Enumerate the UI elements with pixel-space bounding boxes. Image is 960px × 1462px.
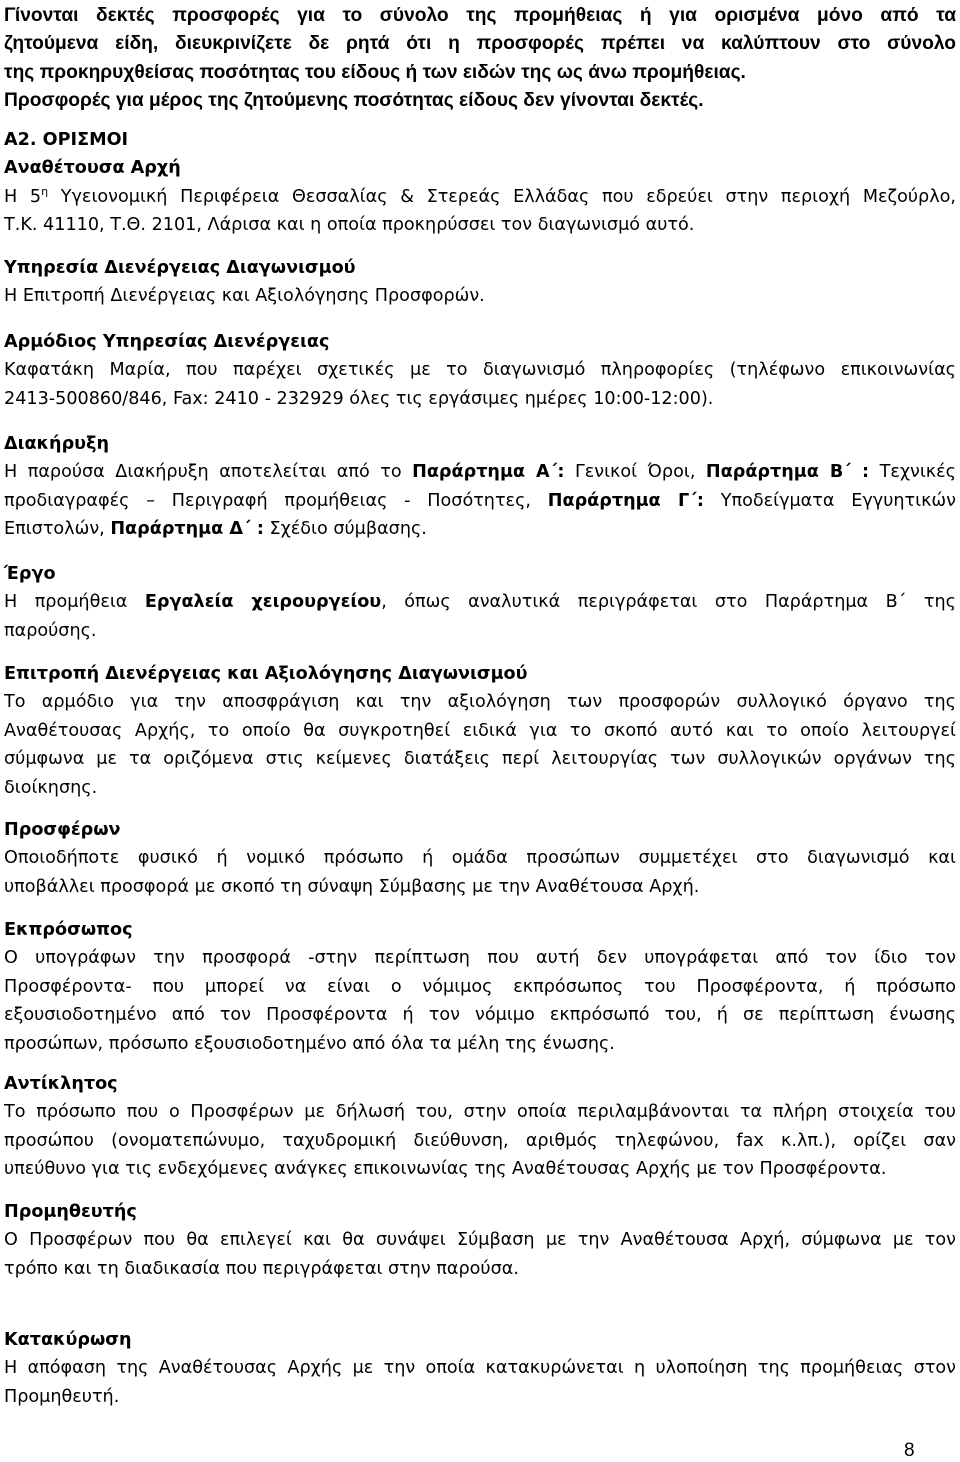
definition-line: Επιστολών, Παράρτημα Δ΄ : Σχέδιο σύμβασης. [4, 519, 427, 540]
definition-term: Κατακύρωση [4, 1330, 132, 1350]
definition-line: Προσφέροντα- που μπορεί να είναι ο νόμιμος εκπρόσωπος του Προσφέροντα, ή πρόσωπο [4, 976, 956, 997]
definition-line: παρούσης. [4, 620, 97, 641]
definition-line: τρόπο και τη διαδικασία που περιγράφεται στην παρούσα. [4, 1258, 519, 1279]
definition-line: Η $5^\eta$ Υγειονομική Περιφέρεια Θεσσαλίας & Στερεάς Ελλάδας που εδρεύει στην περιοχή Μεζούρλο, [4, 184, 956, 207]
definition-line: Η προμήθεια Εργαλεία χειρουργείου, όπως αναλυτικά περιγράφεται στο Παράρτημα Β΄ της [4, 592, 956, 613]
definition-representative [4, 916, 956, 1058]
definition-line: Αναθέτουσας Αρχής, το οποίο θα συγκροτηθεί ειδικά για το σκοπό αυτό και το οποίο λειτουργεί [4, 720, 956, 741]
page-number: 8 [904, 1440, 915, 1461]
definition-term: Επιτροπή Διενέργειας και Αξιολόγησης Διαγωνισμού [4, 664, 528, 684]
intro-line: της προκηρυχθείσας ποσότητας του είδους ή των ειδών της ως άνω προμήθειας. [4, 61, 746, 83]
definition-line: σύμφωνα με τα οριζόμενα στις κείμενες διατάξεις περί λειτουργίας των συλλογικών οργάνων της [4, 749, 956, 770]
intro-line: Προσφορές για μέρος της ζητούμενης ποσότητας είδους δεν γίνονται δεκτές. [4, 90, 704, 112]
definition-line: υπεύθυνο για τις ενδεχόμενες ανάγκες επικοινωνίας της Αναθέτουσας Αρχής με τον Προσφέροντα. [4, 1159, 887, 1180]
definition-line: προδιαγραφές – Περιγραφή προμήθειας - Ποσότητες, Παράρτημα Γ΄: Υποδείγματα Εγγυητικών [4, 490, 956, 511]
superscript: η [41, 184, 49, 198]
definition-term: Προμηθευτής [4, 1202, 137, 1222]
definition-line: Προμηθευτή. [4, 1386, 120, 1407]
definition-line: διοίκησης. [4, 777, 98, 798]
definition-line: Καφατάκη Μαρία, που παρέχει σχετικές με το διαγωνισμό πληροφορίες (τηλέφωνο επικοινωνίας [4, 360, 956, 381]
definition-responsible [4, 328, 956, 413]
definition-line: υποβάλλει προσφορά με σκοπό τη σύναψη Σύμβασης με την Αναθέτουσα Αρχή. [4, 876, 700, 897]
definition-line: Ο Προσφέρων που θα επιλεγεί και θα συνάψει Σύμβαση με την Αναθέτουσα Αρχή, σύμφωνα με τον [4, 1230, 956, 1251]
definition-term: Διακήρυξη [4, 434, 109, 454]
intro-line: Γίνονται δεκτές προσφορές για το σύνολο της προμήθειας ή για ορισμένα μόνο από τα [4, 5, 956, 26]
definition-line: Η παρούσα Διακήρυξη αποτελείται από το Παράρτημα Α΄: Γενικοί Όροι, Παράρτημα Β΄ : Τεχνικές [4, 462, 956, 483]
definition-term: Υπηρεσία Διενέργειας Διαγωνισμού [4, 258, 356, 278]
intro-line: ζητούμενα είδη, διευκρινίζετε δε ρητά ότι η προσφορές πρέπει να καλύπτουν στο σύνολο [4, 33, 956, 55]
definition-term: Αρμόδιος Υπηρεσίας Διενέργειας [4, 332, 330, 352]
definition-term: Εκπρόσωπος [4, 920, 133, 940]
definition-term: Αναθέτουσα Αρχή [4, 158, 181, 179]
definition-bidder [4, 816, 956, 901]
definition-line: προσώπου (ονοματεπώνυμο, ταχυδρομική διεύθυνση, αριθμός τηλεφώνου, fax κ.λπ.), ορίζει σαν [4, 1130, 956, 1151]
definition-supplier [4, 1198, 956, 1283]
definition-line: προσώπων, πρόσωπο εξουσιοδοτημένο από όλα τα μέλη της ένωσης. [4, 1033, 615, 1054]
definition-line: Ο υπογράφων την προσφορά -στην περίπτωση που αυτή δεν υπογράφεται από τον ίδιο τον [4, 948, 956, 969]
definition-service [4, 254, 956, 311]
definition-term: Έργο [4, 564, 56, 584]
definition-term: Αντίκλητος [4, 1074, 118, 1094]
definition-term: Προσφέρων [4, 820, 121, 840]
definition-line: 2413-500860/846, Fax: 2410 - 232929 όλες τις εργάσιμες ημέρες 10:00-12:00). [4, 388, 714, 409]
definition-award [4, 1326, 956, 1411]
section-heading: Α2. ΟΡΙΣΜΟΙ [4, 130, 129, 150]
definition-line: Το πρόσωπο που ο Προσφέρων με δήλωσή του, στην οποία περιλαμβάνονται τα πλήρη στοιχεία του [4, 1102, 956, 1123]
intro-paragraph [4, 2, 956, 116]
section-a2 [4, 126, 956, 240]
definition-line: Η απόφαση της Αναθέτουσας Αρχής με την οποία κατακυρώνεται η υλοποίηση της προμήθειας στον [4, 1358, 956, 1379]
definition-committee [4, 660, 956, 802]
definition-line: Τ.Κ. 41110, Τ.Θ. 2101, Λάρισα και η οποία προκηρύσσει τον διαγωνισμό αυτό. [4, 215, 695, 236]
definition-announcement [4, 430, 956, 544]
definition-line: Η Επιτροπή Διενέργειας και Αξιολόγησης Προσφορών. [4, 286, 485, 307]
definition-line: Το αρμόδιο για την αποσφράγιση και την αξιολόγηση των προσφορών συλλογικό όργανο της [4, 692, 956, 713]
definition-project [4, 560, 956, 645]
definition-line: εξουσιοδοτημένο από τον Προσφέροντα ή τον νόμιμο εκπρόσωπό του, ή σε περίπτωση ένωσης [4, 1005, 956, 1026]
definition-agent [4, 1070, 956, 1184]
definition-line: Οποιοδήποτε φυσικό ή νομικό πρόσωπο ή ομάδα προσώπων συμμετέχει στο διαγωνισμό και [4, 848, 956, 869]
